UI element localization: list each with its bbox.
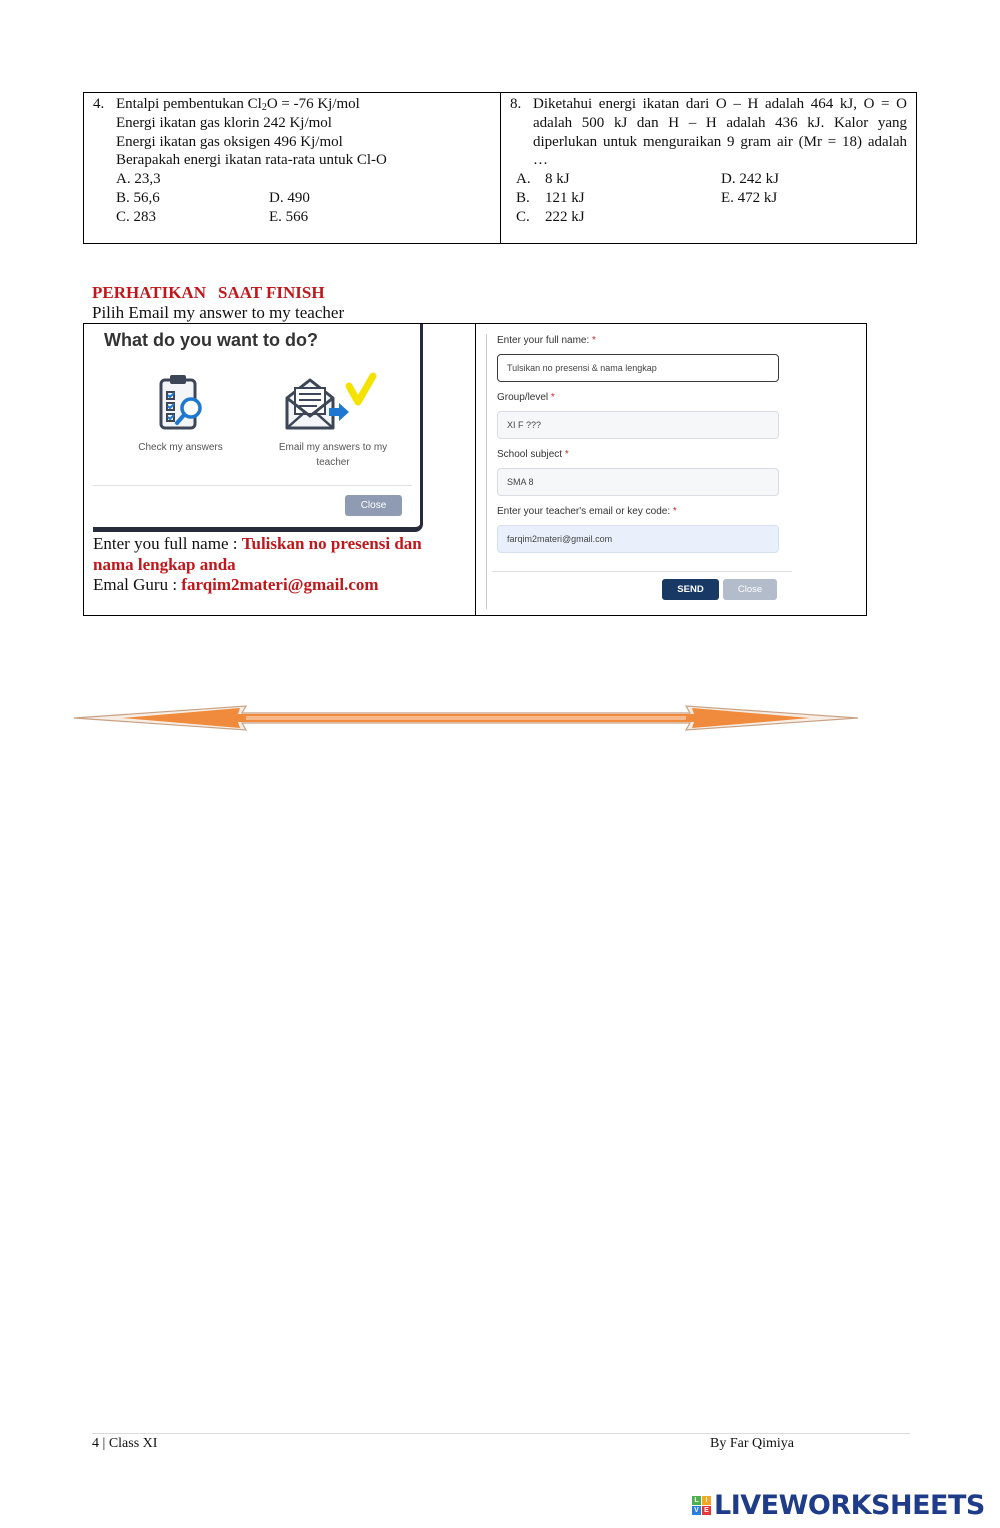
footer-author: By Far Qimiya [710, 1436, 794, 1451]
full-name-input[interactable]: Tulsikan no presensi & nama lengkap [497, 354, 779, 382]
group-level-input[interactable]: XI F ??? [497, 411, 779, 439]
teacher-email-label: Enter your teacher's email or key code: * [497, 506, 677, 517]
dialog-close-button[interactable]: Close [345, 495, 402, 516]
footer-divider [92, 1433, 910, 1434]
question-8-cell [501, 93, 916, 243]
school-subject-label: School subject * [497, 449, 569, 460]
send-button[interactable]: SEND [662, 579, 719, 600]
option-c: C. 222 kJ [516, 208, 585, 225]
question-4-number: 4. [93, 96, 105, 112]
liveworksheets-logo-icon: L I V E [692, 1496, 711, 1515]
email-answers-label-2: teacher [316, 457, 350, 468]
what-to-do-dialog [93, 324, 423, 532]
option-a: A. 8 kJ [516, 171, 570, 188]
finish-title: PERHATIKAN SAAT FINISH [92, 283, 325, 302]
form-close-button[interactable]: Close [723, 579, 777, 600]
dialog-separator [93, 485, 412, 486]
email-envelope-icon [273, 372, 393, 436]
question-8-text: Diketahui energi ikatan dari O – H adalah 464 kJ, O = O adalah 500 kJ dan H – H adalah 436 kJ. Kalor yang diperlukan untuk menguraikan 9 gram air (Mr = 18) adalah … [533, 96, 907, 169]
option-d: D. 490 [269, 189, 310, 206]
option-b: B. 121 kJ [516, 189, 585, 206]
footer-page-info: 4 | Class XI [92, 1436, 158, 1451]
question-8-options [510, 170, 907, 226]
school-subject-input[interactable]: SMA 8 [497, 468, 779, 496]
email-answers-option[interactable] [268, 372, 398, 470]
form-separator [492, 571, 792, 572]
brand-name: LIVEWORKSHEETS [714, 1489, 985, 1521]
question-4-line-4: Berapakah energi ikatan rata-rata untuk Cl-O [116, 152, 387, 169]
question-4-line-1: Entalpi pembentukan $Cl_2O = -76$ Kj/mol [116, 96, 360, 113]
question-4-line-2: Energi ikatan gas klorin 242 Kj/mol [116, 114, 332, 131]
finish-notes [93, 534, 463, 596]
question-4-options [116, 170, 500, 226]
name-instruction: Enter you full name : Tuliskan no presensi dan nama lengkap anda [93, 534, 422, 574]
option-d: D. 242 kJ [721, 171, 779, 188]
instruction-screenshots [83, 323, 867, 616]
group-level-label: Group/level * [497, 392, 555, 403]
option-e: E. 566 [269, 208, 309, 225]
question-8-number: 8. [510, 96, 522, 112]
column-divider [475, 324, 476, 615]
full-name-label: Enter your full name: * [497, 335, 596, 346]
check-answers-label: Check my answers [138, 442, 223, 453]
send-answers-form [492, 324, 792, 614]
question-table [83, 92, 917, 244]
liveworksheets-brand [692, 1488, 985, 1522]
email-answers-label-1: Email my answers to my [278, 442, 388, 453]
option-e: E. 472 kJ [721, 189, 778, 206]
dialog-title: What do you want to do? [104, 330, 318, 350]
option-c: C. 283 [116, 208, 157, 225]
form-edge [486, 334, 487, 609]
teacher-email-input[interactable]: farqim2materi@gmail.com [497, 525, 779, 553]
option-a: A. 23,3 [116, 171, 161, 188]
option-b: B. 56,6 [116, 189, 160, 206]
clipboard-search-icon [153, 372, 209, 436]
question-4-cell [84, 93, 501, 243]
question-4-line-3: Energi ikatan gas oksigen 496 Kj/mol [116, 133, 343, 150]
finish-subtitle: Pilih Email my answer to my teacher [92, 303, 345, 322]
check-answers-option[interactable] [123, 372, 238, 455]
email-instruction: Emal Guru : farqim2materi@gmail.com [93, 575, 379, 594]
double-arrow-icon [70, 700, 862, 736]
